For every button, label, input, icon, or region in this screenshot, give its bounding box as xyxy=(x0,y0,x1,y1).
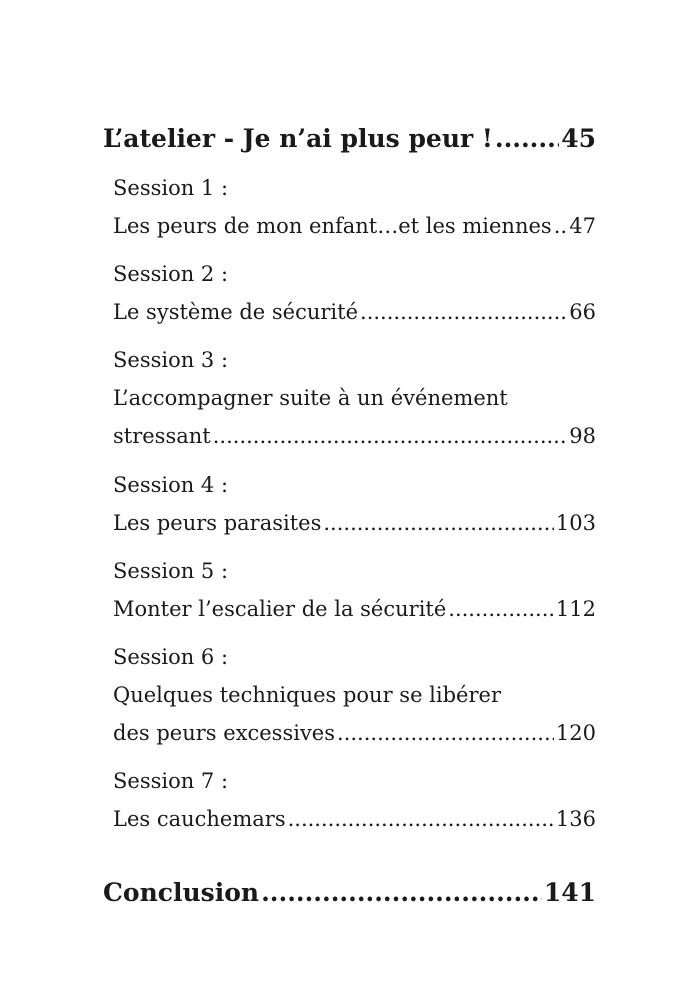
session-4-title: Les peurs parasites xyxy=(113,511,322,535)
session-2-title: Le système de sécurité xyxy=(113,300,359,324)
session-1-label: Session 1 : xyxy=(113,176,229,200)
session-7-entry xyxy=(113,807,596,831)
session-6-entry xyxy=(113,721,596,745)
dot-leader xyxy=(213,424,568,448)
session-5-page-number: 112 xyxy=(555,597,596,621)
session-1-entry xyxy=(113,214,596,238)
dot-leader xyxy=(360,300,567,324)
session-3-entry xyxy=(113,424,596,448)
session-7-title: Les cauchemars xyxy=(113,807,286,831)
session-5-entry xyxy=(113,597,596,621)
session-6-page-number: 120 xyxy=(555,721,596,745)
session-5-title: Monter l’escalier de la sécurité xyxy=(113,597,447,621)
session-2-page-number: 66 xyxy=(569,300,596,324)
conclusion-page-number: 141 xyxy=(543,878,596,907)
session-2-label: Session 2 : xyxy=(113,262,229,286)
dot-leader xyxy=(323,511,554,535)
session-6-label: Session 6 : xyxy=(113,645,229,669)
session-7-label: Session 7 : xyxy=(113,769,229,793)
session-2-entry xyxy=(113,300,596,324)
session-6-title-line-2: des peurs excessives xyxy=(113,721,336,745)
session-4-label: Session 4 : xyxy=(113,473,229,497)
session-5-label: Session 5 : xyxy=(113,559,229,583)
dot-leader xyxy=(288,807,554,831)
dot-leader xyxy=(554,214,568,238)
session-4-page-number: 103 xyxy=(555,511,596,535)
session-1-title: Les peurs de mon enfant…et les miennes xyxy=(113,214,552,238)
toc-chapter-entry xyxy=(103,124,596,153)
chapter-page-number: 45 xyxy=(561,124,596,153)
session-3-title-line-2: stressant xyxy=(113,424,211,448)
session-3-page-number: 98 xyxy=(569,424,596,448)
session-4-entry xyxy=(113,511,596,535)
dot-leader xyxy=(448,597,554,621)
session-3-label: Session 3 : xyxy=(113,348,229,372)
session-1-page-number: 47 xyxy=(569,214,596,238)
session-3-title-line-1: L’accompagner suite à un événement xyxy=(113,386,508,410)
conclusion-title: Conclusion xyxy=(103,878,260,907)
session-7-page-number: 136 xyxy=(555,807,596,831)
session-6-title-line-1: Quelques techniques pour se libérer xyxy=(113,683,501,707)
dot-leader xyxy=(495,124,559,153)
toc-conclusion-entry xyxy=(103,878,596,907)
chapter-title: L’atelier - Je n’ai plus peur ! xyxy=(103,124,493,153)
dot-leader xyxy=(261,878,542,907)
dot-leader xyxy=(337,721,554,745)
